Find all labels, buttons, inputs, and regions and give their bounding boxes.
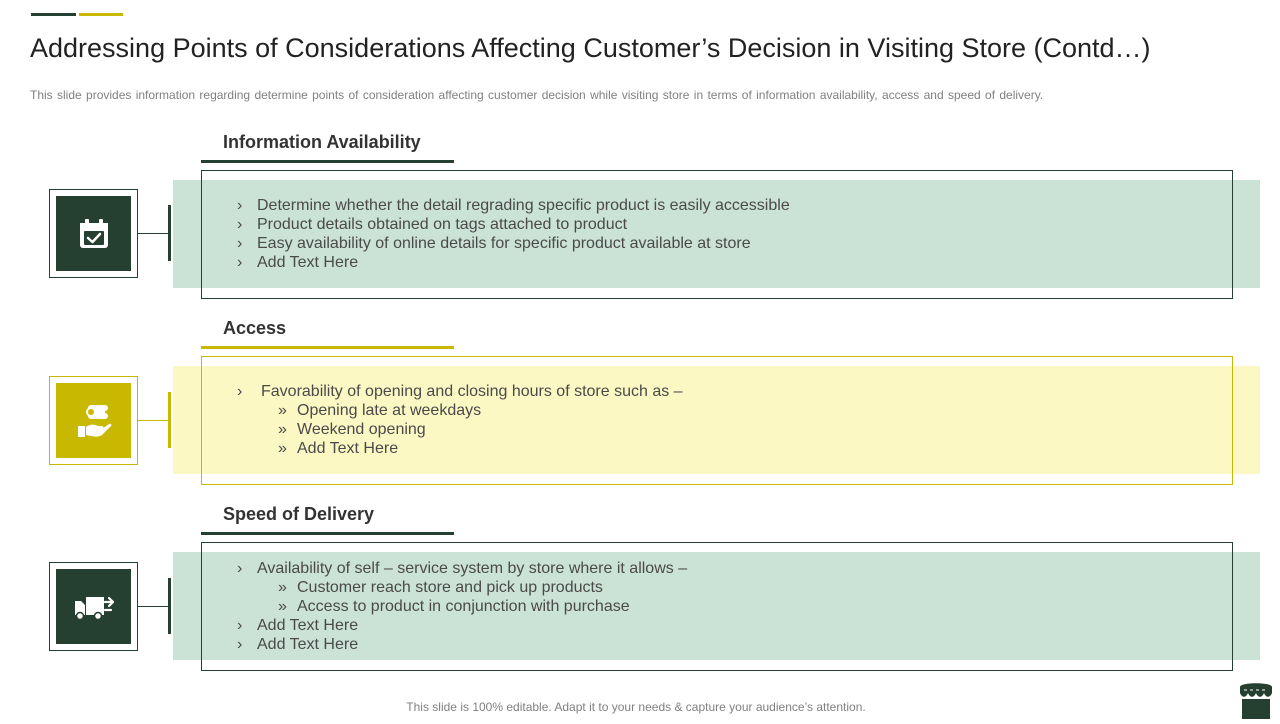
list-item: › Add Text Here [237, 254, 359, 271]
bullet-list [237, 196, 790, 272]
connector-line [137, 420, 169, 421]
section-icon-frame [49, 189, 138, 278]
delivery-truck-icon [56, 569, 131, 644]
list-item: » Opening late at weekdays [278, 402, 482, 419]
connector-cap [168, 205, 171, 261]
list-item: › Add Text Here [237, 636, 359, 653]
bullet-list [237, 559, 687, 654]
bullet-list [237, 382, 683, 458]
section-title: Speed of Delivery [223, 504, 375, 524]
section-title: Information Availability [223, 132, 421, 152]
section-underline [201, 160, 454, 163]
page-title: Addressing Points of Considerations Affecting Customer’s Decision in Visiting Store (Contd…) [30, 33, 1151, 63]
accent-bar-gold [79, 13, 123, 16]
list-item: › Easy availability of online details for specific product available at store [237, 235, 751, 252]
section-underline [201, 532, 454, 535]
list-item: » Customer reach store and pick up products [278, 579, 603, 596]
hand-key-icon [56, 383, 131, 458]
section-underline [201, 346, 454, 349]
list-item: › Add Text Here [237, 617, 359, 634]
list-item: » Weekend opening [278, 421, 426, 438]
connector-cap [168, 578, 171, 634]
connector-cap [168, 392, 171, 448]
list-item: › Determine whether the detail regrading specific product is easily accessible [237, 197, 790, 214]
list-item: » Access to product in conjunction with purchase [278, 598, 630, 615]
list-item: › Favorability of opening and closing hours of store such as – [237, 383, 683, 400]
list-item: › Product details obtained on tags attached to product [237, 216, 628, 233]
section-icon-frame [49, 562, 138, 651]
section-icon-frame [49, 376, 138, 465]
footer-note: This slide is 100% editable. Adapt it to your needs & capture your audience’s attention. [406, 700, 866, 714]
list-item: › Availability of self – service system by store where it allows – [237, 560, 688, 577]
accent-bar-dark [31, 13, 76, 16]
store-logo-icon [1236, 679, 1276, 724]
calendar-check-icon [56, 196, 131, 271]
page-subtitle: This slide provides information regarding determine points of consideration affecting customer decision while visiting store in terms of information availability, access and speed of delivery. [30, 88, 1044, 102]
connector-line [137, 606, 169, 607]
section-title: Access [223, 318, 287, 338]
connector-line [137, 233, 169, 234]
list-item: » Add Text Here [278, 440, 399, 457]
